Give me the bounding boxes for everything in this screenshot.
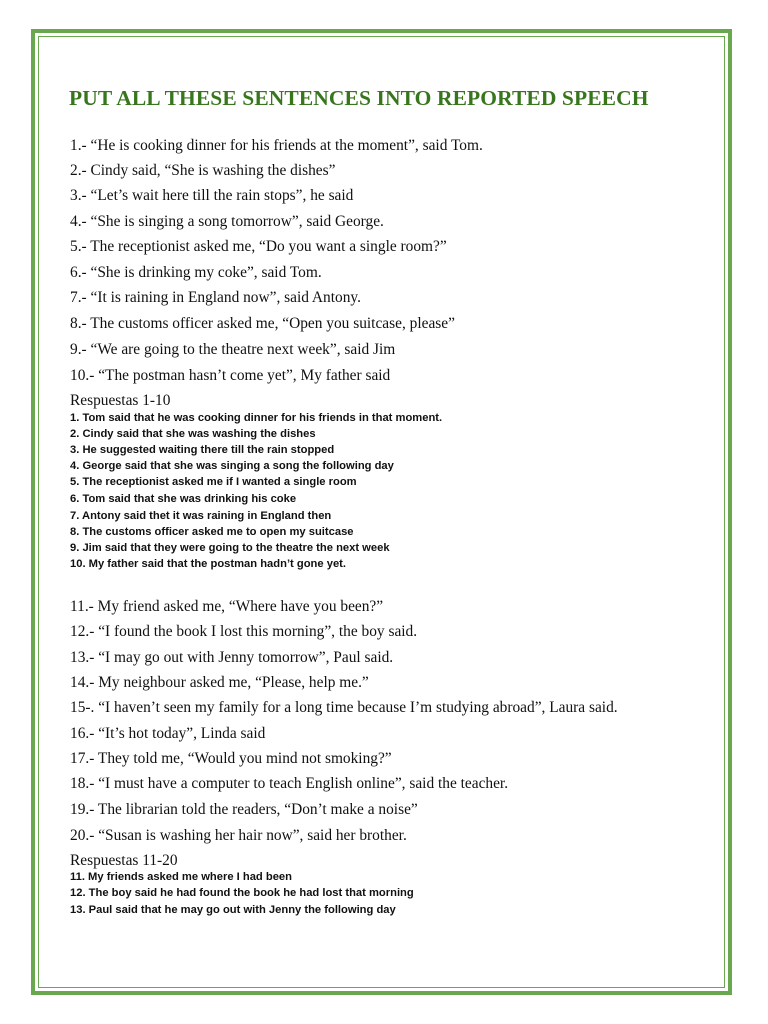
answers-heading: Respuestas 1-10 — [70, 392, 171, 409]
exercise-item: 13.- “I may go out with Jenny tomorrow”, Paul said. — [70, 649, 394, 666]
answer-item: 6. Tom said that she was drinking his coke — [70, 493, 297, 505]
exercise-item: 16.- “It’s hot today”, Linda said — [70, 725, 266, 742]
exercise-item: 10.- “The postman hasn’t come yet”, My father said — [70, 367, 391, 384]
answer-item: 3. He suggested waiting there till the rain stopped — [70, 444, 335, 456]
exercise-item: 19.- The librarian told the readers, “Don’t make a noise” — [70, 801, 418, 818]
answers-heading: Respuestas 11-20 — [70, 852, 178, 869]
answer-item: 12. The boy said he had found the book he had lost that morning — [70, 887, 414, 899]
answer-item: 5. The receptionist asked me if I wanted a single room — [70, 476, 357, 488]
exercise-item: 20.- “Susan is washing her hair now”, said her brother. — [70, 827, 407, 844]
exercise-item: 12.- “I found the book I lost this morning”, the boy said. — [70, 623, 418, 640]
exercise-item: 17.- They told me, “Would you mind not smoking?” — [70, 750, 392, 767]
answer-item: 2. Cindy said that she was washing the dishes — [70, 428, 316, 440]
answer-item: 13. Paul said that he may go out with Jenny the following day — [70, 904, 396, 916]
exercise-item: 15-. “I haven’t seen my family for a long time because I’m studying abroad”, Laura said. — [70, 699, 618, 716]
exercise-item: 6.- “She is drinking my coke”, said Tom. — [70, 264, 322, 281]
exercise-item: 2.- Cindy said, “She is washing the dishes” — [70, 162, 336, 179]
exercise-item: 18.- “I must have a computer to teach English online”, said the teacher. — [70, 775, 509, 792]
exercise-item: 3.- “Let’s wait here till the rain stops”, he said — [70, 187, 354, 204]
page-title: PUT ALL THESE SENTENCES INTO REPORTED SPEECH — [69, 86, 649, 110]
exercise-item: 9.- “We are going to the theatre next week”, said Jim — [70, 341, 396, 358]
answer-item: 1. Tom said that he was cooking dinner for his friends in that moment. — [70, 412, 443, 424]
answer-item: 9. Jim said that they were going to the theatre the next week — [70, 542, 390, 554]
answer-item: 11. My friends asked me where I had been — [70, 871, 292, 883]
exercise-item: 1.- “He is cooking dinner for his friends at the moment”, said Tom. — [70, 137, 483, 154]
answer-item: 7. Antony said thet it was raining in England then — [70, 510, 332, 522]
answer-item: 4. George said that she was singing a song the following day — [70, 460, 394, 472]
exercise-item: 11.- My friend asked me, “Where have you been?” — [70, 598, 384, 615]
exercise-item: 7.- “It is raining in England now”, said Antony. — [70, 289, 361, 306]
answer-item: 8. The customs officer asked me to open my suitcase — [70, 526, 354, 538]
exercise-item: 14.- My neighbour asked me, “Please, help me.” — [70, 674, 369, 691]
answer-item: 10. My father said that the postman hadn’t gone yet. — [70, 558, 347, 570]
exercise-item: 4.- “She is singing a song tomorrow”, said George. — [70, 213, 384, 230]
exercise-item: 8.- The customs officer asked me, “Open you suitcase, please” — [70, 315, 455, 332]
exercise-item: 5.- The receptionist asked me, “Do you want a single room?” — [70, 238, 447, 255]
